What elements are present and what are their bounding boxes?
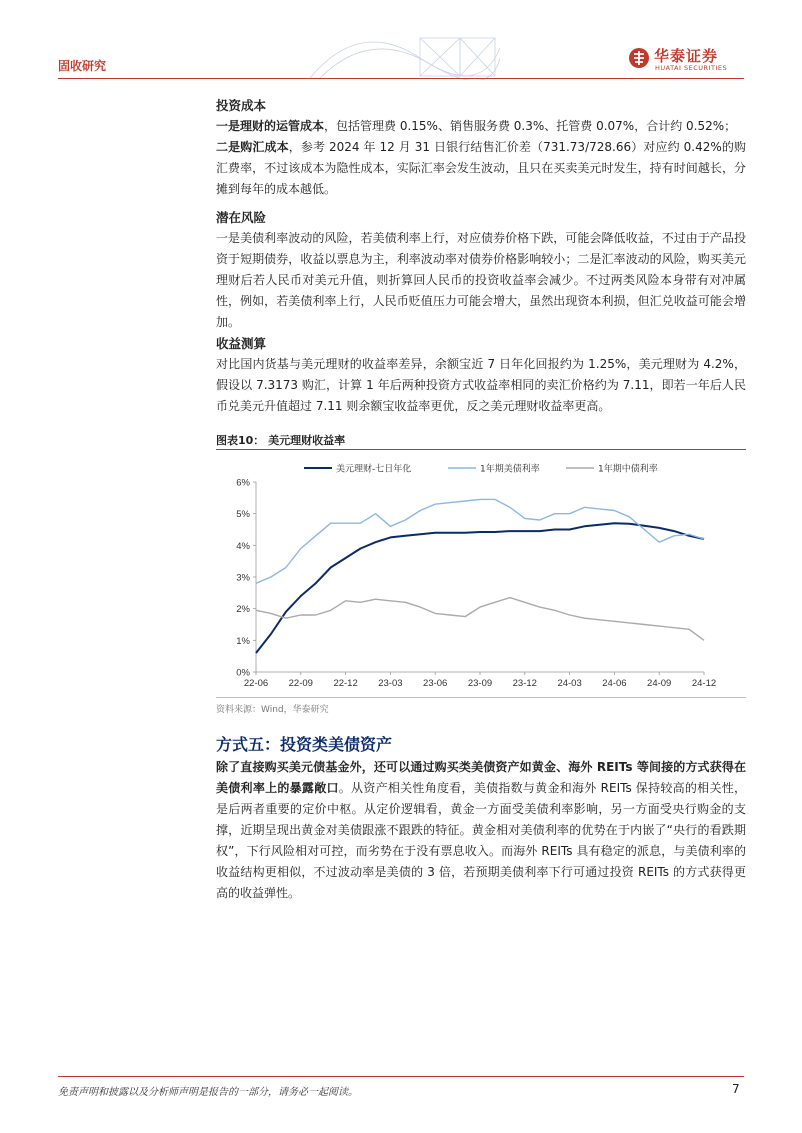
legend-label: 1年期美债利率: [480, 464, 540, 475]
cost-section: [216, 95, 746, 200]
cost-line1-text: ，包括管理费 0.15%、销售服务费 0.3%、托管费 0.07%，合计约 0.52%；: [324, 119, 737, 133]
figure-bottom-divider: [216, 697, 746, 698]
y-tick-label: 4%: [236, 540, 250, 552]
footer-disclaimer: 免责声明和披露以及分析师声明是报告的一部分，请务必一起阅读。: [58, 1087, 358, 1098]
section5-body: [216, 757, 746, 904]
cost-line2-bold: 二是购汇成本: [216, 140, 289, 154]
cost-line1-bold: 一是理财的运管成本: [216, 119, 325, 133]
figure-divider: [216, 449, 746, 450]
calc-section: [216, 333, 746, 417]
risk-paragraph: 一是美债利率波动的风险，若美债利率上行，对应债券价格下跌，可能会降低收益，不过由于产品投资于短期债券，收益以票息为主，利率波动率对债券价格影响较小；二是汇率波动的风险，购买美元理财后若人民币对美元升值，则折算回人民币的投资收益率会减少。不过两类风险本身带有对冲属性，例如，若美债利率上行，人民币贬值压力可能会增大，虽然出现资本利损，但汇兑收益可能会增加。: [216, 231, 746, 329]
risk-section: [216, 207, 746, 333]
page-number: 7: [732, 1082, 740, 1096]
x-tick-label: 23-09: [467, 678, 493, 689]
y-tick-label: 5%: [236, 509, 250, 521]
y-tick-label: 2%: [236, 604, 250, 616]
risk-heading: 潜在风险: [216, 210, 267, 225]
decorative-banner: [300, 28, 500, 80]
section5-text: 。从资产相关性角度看，美债指数与黄金和海外 REITs 保持较高的相关性，是后两者重要的定价中枢。从定价逻辑看，黄金一方面受美债利率影响，另一方面受央行购金的支撑，近期呈现出黄金对美债跟涨不跟跌的特征。黄金相对美债利率的优势在于内嵌了“央行的看跌期权”，下行风险相对可控，而劣势在于没有票息收入。而海外 REITs 具有稳定的派息，与美债利率的收益结构更相似，不过波动率是美债的 3 倍，若预期美债利率下行可通过投资 REITs 的方式获得更高的收益弹性。: [216, 781, 746, 900]
x-tick-label: 22-09: [288, 678, 313, 689]
figure-title: 图表10： 美元理财收益率: [216, 434, 346, 447]
header-divider: [58, 78, 744, 79]
calc-paragraph: 对比国内货基与美元理财的收益率差异，余额宝近 7 日年化回报约为 1.25%，美元理财为 4.2%，假设以 7.3173 购汇，计算 1 年后两种投资方式收益率相同的卖汇价格约为 7.11，即若一年后人民币兑美元升值超过 7.11 则余额宝收益率更优，反之美元理财收益率更高。: [216, 357, 746, 413]
yield-chart: [216, 452, 746, 696]
section5-bold-lead: 除了直接购买美元债基金外，还可以通过购买类美债资产如黄金、海外 REITs 等间接的方式获得在美债利率上的暴露敞口: [216, 760, 746, 795]
x-tick-label: 23-03: [378, 678, 403, 689]
cost-paragraph: [216, 116, 746, 200]
legend-label: 1年期中债利率: [598, 464, 658, 475]
x-tick-label: 24-06: [602, 678, 627, 689]
section5-title: 方式五：投资类美债资产: [216, 735, 393, 754]
report-category: 固收研究: [58, 59, 107, 73]
x-tick-label: 22-12: [333, 678, 358, 689]
logo-english: HUATAI SECURITIES: [655, 64, 728, 72]
series-line-2: [256, 499, 704, 583]
y-tick-label: 3%: [236, 572, 250, 584]
y-tick-label: 1%: [236, 635, 250, 647]
calc-heading: 收益测算: [216, 336, 267, 351]
x-tick-label: 22-06: [243, 678, 269, 689]
x-tick-label: 24-12: [691, 678, 717, 689]
y-tick-label: 0%: [236, 667, 250, 679]
x-tick-label: 24-03: [557, 678, 582, 689]
logo-chinese: 华泰证券: [654, 47, 719, 65]
x-tick-label: 23-12: [512, 678, 537, 689]
company-logo: [628, 45, 746, 75]
section5-paragraph: [216, 757, 746, 904]
x-tick-label: 24-09: [647, 678, 672, 689]
series-line-3: [256, 598, 704, 641]
figure-source: 资料来源：Wind，华泰研究: [216, 705, 329, 715]
cost-line2-text: ，参考 2024 年 12 月 31 日银行结售汇价差（731.73/728.66）对应约 0.42%的购汇费率，不过该成本为隐性成本，实际汇率会发生波动，且只在买卖美元时发生，持有时间越长，分摊到每年的成本越低。: [216, 140, 746, 196]
huatai-logo-icon: [628, 47, 650, 69]
footer-divider: [58, 1076, 744, 1077]
y-tick-label: 6%: [236, 477, 250, 489]
series-line-1: [256, 523, 704, 653]
legend-label: 美元理财-七日年化: [336, 464, 412, 475]
cost-heading: 投资成本: [216, 98, 267, 113]
x-tick-label: 23-06: [423, 678, 448, 689]
